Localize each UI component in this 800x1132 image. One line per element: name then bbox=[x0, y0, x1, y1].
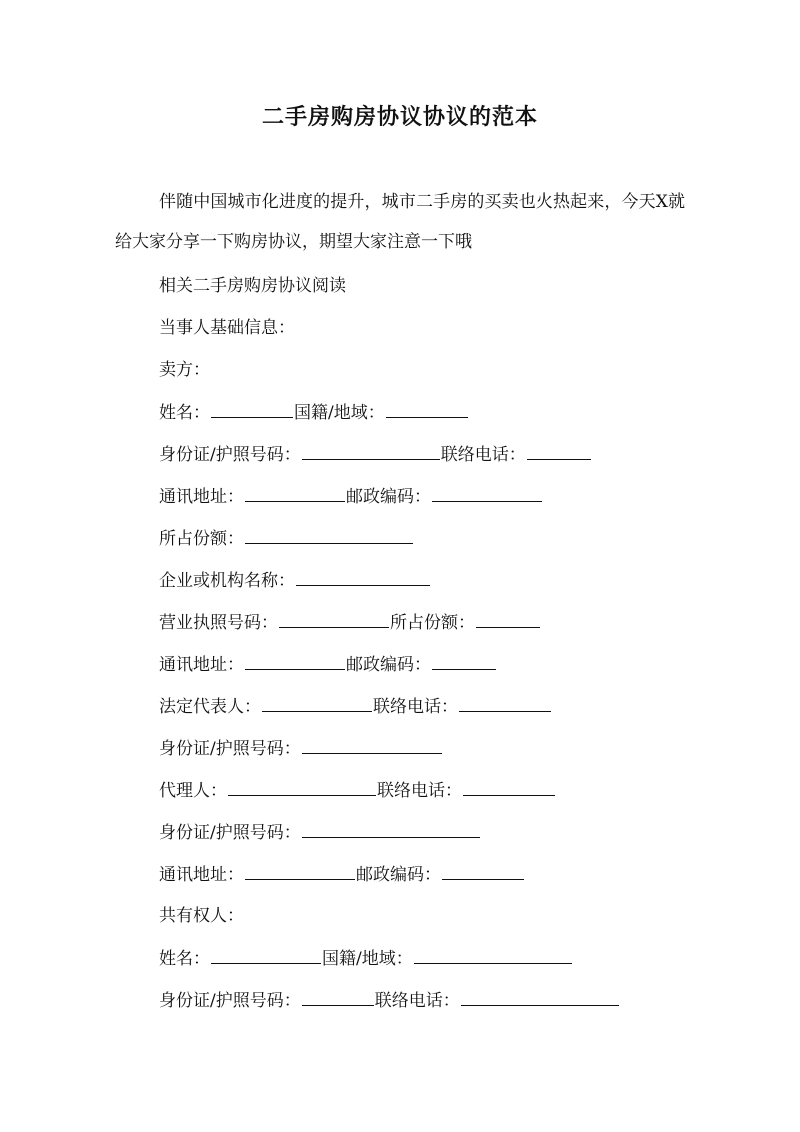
legal-rep-id-line: 身份证/护照号码： bbox=[159, 737, 443, 760]
legal-rep-id-blank[interactable] bbox=[302, 737, 442, 754]
share-blank[interactable] bbox=[245, 527, 413, 544]
related-reading-line: 相关二手房购房协议阅读 bbox=[159, 276, 346, 296]
seller-share-line: 所占份额： bbox=[159, 527, 414, 550]
agent-id-line: 身份证/护照号码： bbox=[159, 821, 481, 844]
address-blank[interactable] bbox=[245, 485, 345, 502]
agent-blank[interactable] bbox=[228, 779, 376, 796]
postcode-blank[interactable] bbox=[432, 485, 542, 502]
license-line: 营业执照号码： 所占份额： bbox=[159, 611, 541, 634]
phone-blank[interactable] bbox=[527, 443, 591, 460]
party-info-heading: 当事人基础信息： bbox=[159, 318, 295, 338]
seller-name-line: 姓名： 国籍/地域： bbox=[159, 401, 469, 424]
agent-line: 代理人： 联络电话： bbox=[159, 779, 556, 802]
nationality-blank[interactable] bbox=[386, 401, 468, 418]
id-blank[interactable] bbox=[302, 443, 440, 460]
org-address-blank[interactable] bbox=[245, 653, 345, 670]
legal-rep-phone-blank[interactable] bbox=[459, 695, 551, 712]
co-owner-name-blank[interactable] bbox=[211, 947, 321, 964]
seller-heading: 卖方： bbox=[159, 360, 210, 380]
legal-rep-blank[interactable] bbox=[262, 695, 372, 712]
co-owner-id-blank[interactable] bbox=[302, 989, 374, 1006]
intro-paragraph: 伴随中国城市化进度的提升，城市二手房的买卖也火热起来，今天X就给大家分享一下购房协议，期望大家注意一下哦 bbox=[115, 192, 685, 252]
co-owner-phone-blank[interactable] bbox=[461, 989, 619, 1006]
co-owner-name-line: 姓名： 国籍/地域： bbox=[159, 947, 573, 970]
agent-address-line: 通讯地址： 邮政编码： bbox=[159, 863, 525, 886]
license-blank[interactable] bbox=[279, 611, 389, 628]
name-blank[interactable] bbox=[211, 401, 293, 418]
agent-phone-blank[interactable] bbox=[463, 779, 555, 796]
co-owner-heading: 共有权人： bbox=[159, 906, 244, 926]
agent-postcode-blank[interactable] bbox=[442, 863, 524, 880]
seller-id-line: 身份证/护照号码： 联络电话： bbox=[159, 443, 592, 466]
org-address-line: 通讯地址： 邮政编码： bbox=[159, 653, 497, 676]
document-title: 二手房购房协议协议的范本 bbox=[261, 104, 538, 130]
co-owner-nationality-blank[interactable] bbox=[414, 947, 572, 964]
legal-rep-line: 法定代表人： 联络电话： bbox=[159, 695, 552, 718]
agent-id-blank[interactable] bbox=[302, 821, 480, 838]
org-share-blank[interactable] bbox=[476, 611, 540, 628]
org-postcode-blank[interactable] bbox=[432, 653, 496, 670]
agent-address-blank[interactable] bbox=[245, 863, 355, 880]
seller-address-line: 通讯地址： 邮政编码： bbox=[159, 485, 543, 508]
org-blank[interactable] bbox=[296, 569, 430, 586]
org-name-line: 企业或机构名称： bbox=[159, 569, 431, 592]
co-owner-id-line: 身份证/护照号码： 联络电话： bbox=[159, 989, 620, 1012]
